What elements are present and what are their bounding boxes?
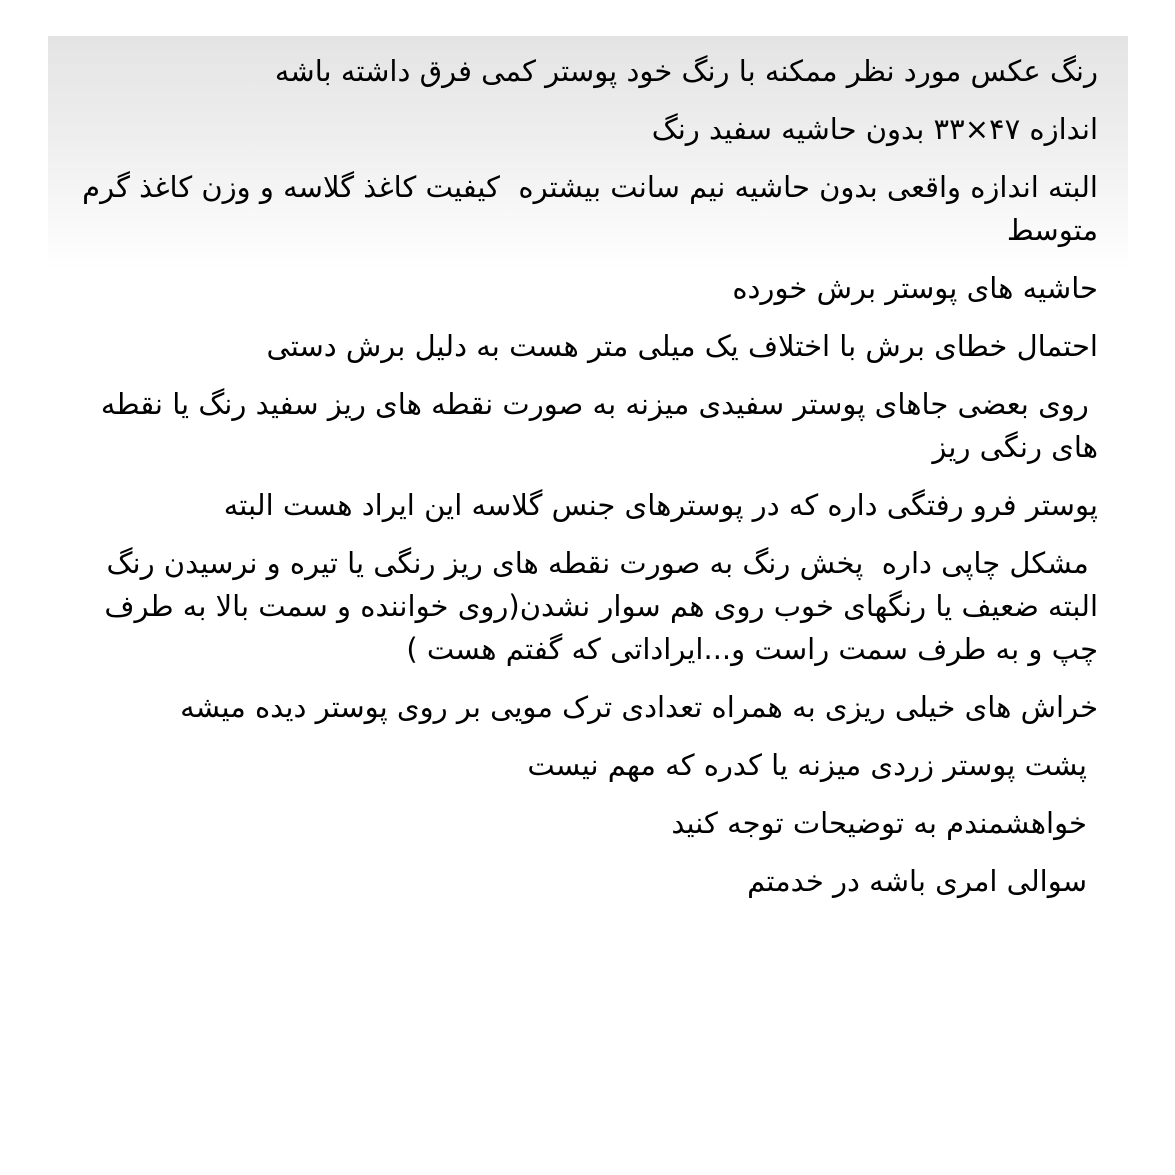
description-paragraph-print-issues: مشکل چاپی داره پخش رنگ به صورت نقطه های ریز رنگی یا تیره و نرسیدن رنگ البته ضعیف یا رنگهای خوب روی هم سوار نشدن(روی خواننده و سمت بالا به طرف چپ و به طرف سمت راست و...ایراداتی که گفتم هست ) [95, 546, 1098, 666]
description-paragraph-trimmed-edges: حاشیه های پوستر برش خورده [732, 271, 1098, 305]
description-paragraph-questions: سوالی امری باشه در خدمتم [747, 864, 1087, 898]
description-paragraph-paper-quality: البته اندازه واقعی بدون حاشیه نیم سانت بیشتره کیفیت کاغذ گلاسه و وزن کاغذ گرم متوسط [72, 170, 1098, 247]
description-paragraph-color-note: رنگ عکس مورد نظر ممکنه با رنگ خود پوستر کمی فرق داشته باشه [274, 54, 1098, 88]
description-paragraph-cutting-error: احتمال خطای برش با اختلاف یک میلی متر هست به دلیل برش دستی [266, 329, 1098, 363]
description-paragraph-dents: پوستر فرو رفتگی داره که در پوسترهای جنس گلاسه این ایراد هست البته [223, 488, 1098, 522]
description-paragraph-please-read: خواهشمندم به توضیحات توجه کنید [671, 806, 1087, 840]
description-paragraph-white-spots: روی بعضی جاهای پوستر سفیدی میزنه به صورت نقطه های ریز سفید رنگ یا نقطه های رنگی ریز [91, 387, 1098, 464]
description-paragraph-scratches: خراش های خیلی ریزی به همراه تعدادی ترک مویی بر روی پوستر دیده میشه [180, 690, 1098, 724]
description-paragraph-yellow-back: پشت پوستر زردی میزنه یا کدره که مهم نیست [527, 748, 1087, 782]
description-paragraph-size: اندازه ۴۷×۳۳ بدون حاشیه سفید رنگ [651, 112, 1098, 146]
product-description [60, 50, 1098, 918]
